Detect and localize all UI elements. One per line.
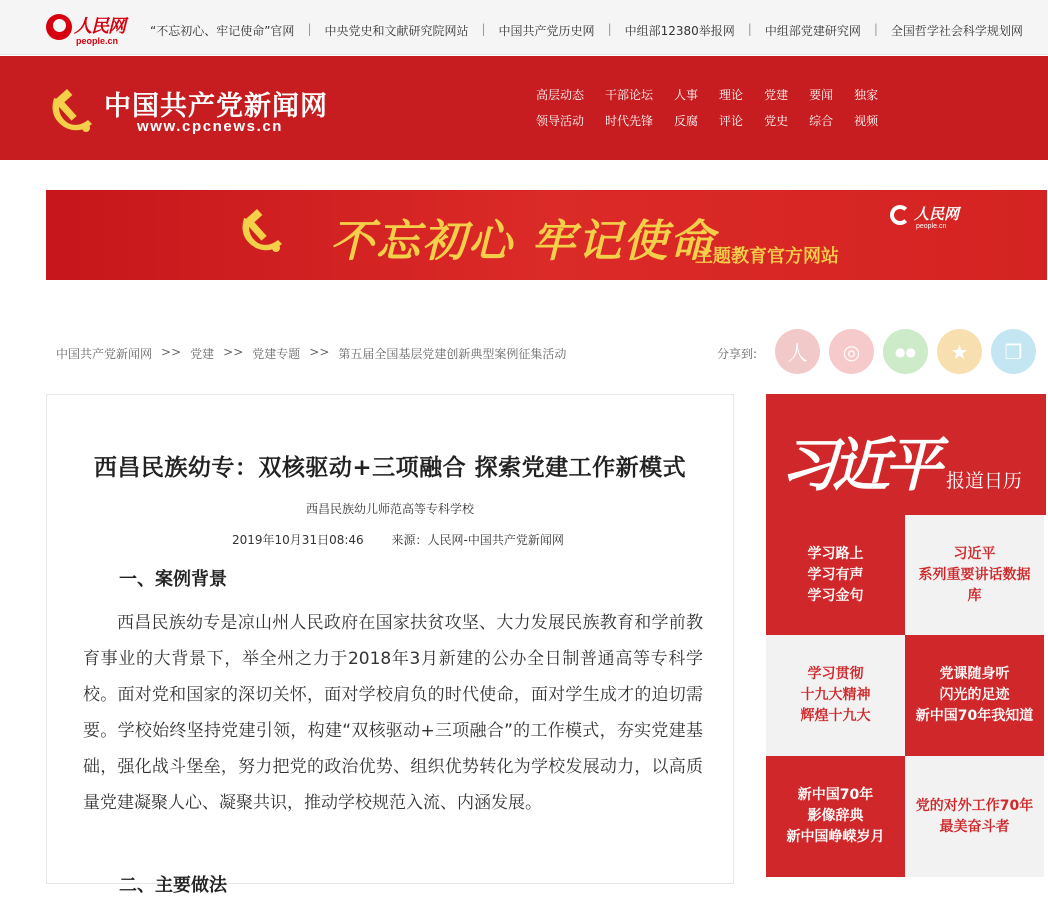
tile-line: 十九大精神 — [800, 687, 871, 703]
sidebar-tile-party-lessons[interactable] — [905, 635, 1044, 756]
breadcrumb-home[interactable]: 中国共产党新闻网 — [56, 347, 153, 361]
nav-item-general[interactable]: 综合 — [809, 114, 834, 128]
article-author: 西昌民族幼儿师范高等专科学校 — [305, 502, 474, 516]
banner-subtitle: 主题教育官方网站 — [695, 246, 839, 267]
article-section-heading: 二、主要做法 — [119, 875, 227, 896]
article-container — [46, 394, 734, 896]
nav-item-exclusive[interactable]: 独家 — [854, 88, 879, 102]
nav-item-party-history[interactable]: 党史 — [764, 114, 789, 128]
people-logo-icon — [890, 205, 910, 225]
tile-line: 学习路上 — [807, 545, 864, 562]
banner-logo-text: 人民网 — [914, 205, 960, 223]
top-link-party-history-institute[interactable]: 中央党史和文献研究院网站 — [324, 24, 469, 38]
tile-line: 最美奋斗者 — [939, 818, 1010, 835]
tile-line: 库 — [967, 587, 982, 604]
nav-item-video[interactable]: 视频 — [854, 114, 879, 128]
nav-item-pioneers[interactable]: 时代先锋 — [605, 114, 654, 128]
sidebar-xi-calendar-banner[interactable] — [766, 394, 1046, 515]
article-meta — [232, 531, 564, 548]
top-link-separator: | — [873, 22, 878, 36]
article-section-heading: 一、案例背景 — [119, 569, 227, 590]
nav-row — [536, 112, 899, 138]
copy-share-icon[interactable]: ❐ — [991, 329, 1036, 374]
main-nav — [536, 86, 899, 138]
top-link-cpc-history[interactable]: 中国共产党历史网 — [498, 24, 595, 38]
nav-item-anti-corruption[interactable]: 反腐 — [674, 114, 699, 128]
wechat-share-icon[interactable]: ●● — [883, 329, 928, 374]
breadcrumb-separator: >> — [309, 345, 330, 359]
tile-line: 学习金句 — [807, 587, 864, 604]
sidebar-tile-speech-database[interactable] — [905, 515, 1044, 635]
favorite-share-icon[interactable]: ★ — [937, 329, 982, 374]
top-link-separator: | — [747, 22, 752, 36]
sidebar-tile-foreign-work[interactable] — [905, 756, 1044, 877]
nav-item-cadre-forum[interactable]: 干部论坛 — [605, 88, 654, 102]
sidebar-tile-19th-congress[interactable] — [766, 635, 905, 756]
site-url: www.cpcnews.cn — [137, 118, 284, 135]
article-source[interactable]: 来源：人民网-中国共产党新闻网 — [391, 533, 564, 547]
sidebar-banner-subtitle: 报道日历 — [946, 470, 1023, 492]
hammer-sickle-icon — [236, 207, 286, 255]
sidebar-tile-study-road[interactable] — [766, 515, 905, 635]
nav-item-headlines[interactable]: 要闻 — [809, 88, 834, 102]
nav-item-senior-news[interactable]: 高层动态 — [536, 88, 585, 102]
article-date: 2019年10月31日08:46 — [232, 533, 364, 547]
tile-line: 影像辞典 — [807, 808, 864, 824]
tile-line: 学习贯彻 — [807, 666, 864, 682]
share-label: 分享到: — [717, 347, 758, 361]
nav-item-party-building[interactable]: 党建 — [764, 88, 789, 102]
sidebar-banner-title: 习近平 — [780, 431, 937, 499]
people-share-icon[interactable]: 人 — [775, 329, 820, 374]
site-name[interactable]: 中国共产党新闻网 — [104, 91, 328, 122]
tile-line: 闪光的足迹 — [939, 687, 1010, 703]
nav-item-leader-activities[interactable]: 领导活动 — [536, 114, 585, 128]
top-link-social-science-planning[interactable]: 全国哲学社会科学规划网 — [890, 24, 1023, 38]
breadcrumb-separator: >> — [161, 345, 182, 359]
top-bar — [0, 0, 1048, 55]
people-logo-text: 人民网 — [74, 16, 125, 37]
banner-people-logo — [890, 203, 970, 233]
top-link-separator: | — [607, 22, 612, 36]
campaign-banner[interactable] — [46, 190, 1047, 280]
tile-line: 新中国70年我知道 — [915, 708, 1034, 724]
nav-item-theory[interactable]: 理论 — [719, 88, 744, 102]
top-link-party-building-research[interactable]: 中组部党建研究网 — [764, 24, 861, 38]
breadcrumb-current[interactable]: 第五届全国基层党建创新典型案例征集活动 — [338, 347, 567, 361]
tile-line: 党的对外工作70年 — [915, 797, 1034, 814]
nav-row — [536, 86, 899, 112]
tile-line: 辉煌十九大 — [800, 708, 871, 724]
nav-item-commentary[interactable]: 评论 — [719, 114, 744, 128]
people-logo-domain: people.cn — [76, 36, 119, 46]
breadcrumb — [56, 345, 566, 362]
people-daily-logo[interactable] — [46, 12, 126, 46]
hammer-sickle-icon — [46, 88, 96, 134]
banner-slogan: 不忘初心 牢记使命 — [330, 216, 716, 267]
tile-line: 新中国峥嵘岁月 — [786, 829, 885, 845]
tile-line: 新中国70年 — [797, 787, 874, 803]
top-link-official-site[interactable]: “不忘初心、牢记使命”官网 — [150, 24, 295, 38]
top-link-separator: | — [307, 22, 312, 36]
breadcrumb-special-topics[interactable]: 党建专题 — [252, 347, 301, 361]
site-header — [0, 56, 1048, 160]
article-paragraph: 西昌民族幼专是凉山州人民政府在国家扶贫攻坚、大力发展民族教育和学前教育事业的大背景下，举全州之力于2018年3月新建的公办全日制普通高等专科学校。面对党和国家的深切关怀，面对学校肩负的时代使命，面对学生成才的迫切需要。学校始终坚持党建引领，构建“双核驱动+三项融合”的工作模式，夯实党建基础，强化战斗堡垒，努力把党的政治优势、组织优势转化为学校发展动力，以高质量党建凝聚人心、凝聚共识，推动学校规范入流、内涵发展。 — [83, 613, 703, 813]
banner-logo-domain: people.cn — [916, 223, 947, 230]
tile-line: 党课随身听 — [939, 666, 1010, 682]
top-links — [150, 22, 1023, 39]
top-link-separator: | — [481, 22, 486, 36]
nav-item-personnel[interactable]: 人事 — [674, 88, 699, 102]
article-title: 西昌民族幼专：双核驱动+三项融合 探索党建工作新模式 — [93, 455, 687, 481]
people-logo-icon — [46, 14, 72, 40]
sidebar-tile-new-china-70[interactable] — [766, 756, 905, 877]
tile-line: 系列重要讲话数据 — [918, 566, 1031, 583]
tile-line: 学习有声 — [807, 566, 864, 583]
tile-line: 习近平 — [953, 545, 996, 562]
breadcrumb-separator: >> — [223, 345, 244, 359]
weibo-share-icon[interactable]: ◎ — [829, 329, 874, 374]
top-link-12380-report[interactable]: 中组部12380举报网 — [624, 24, 735, 38]
breadcrumb-party-building[interactable]: 党建 — [190, 347, 215, 361]
